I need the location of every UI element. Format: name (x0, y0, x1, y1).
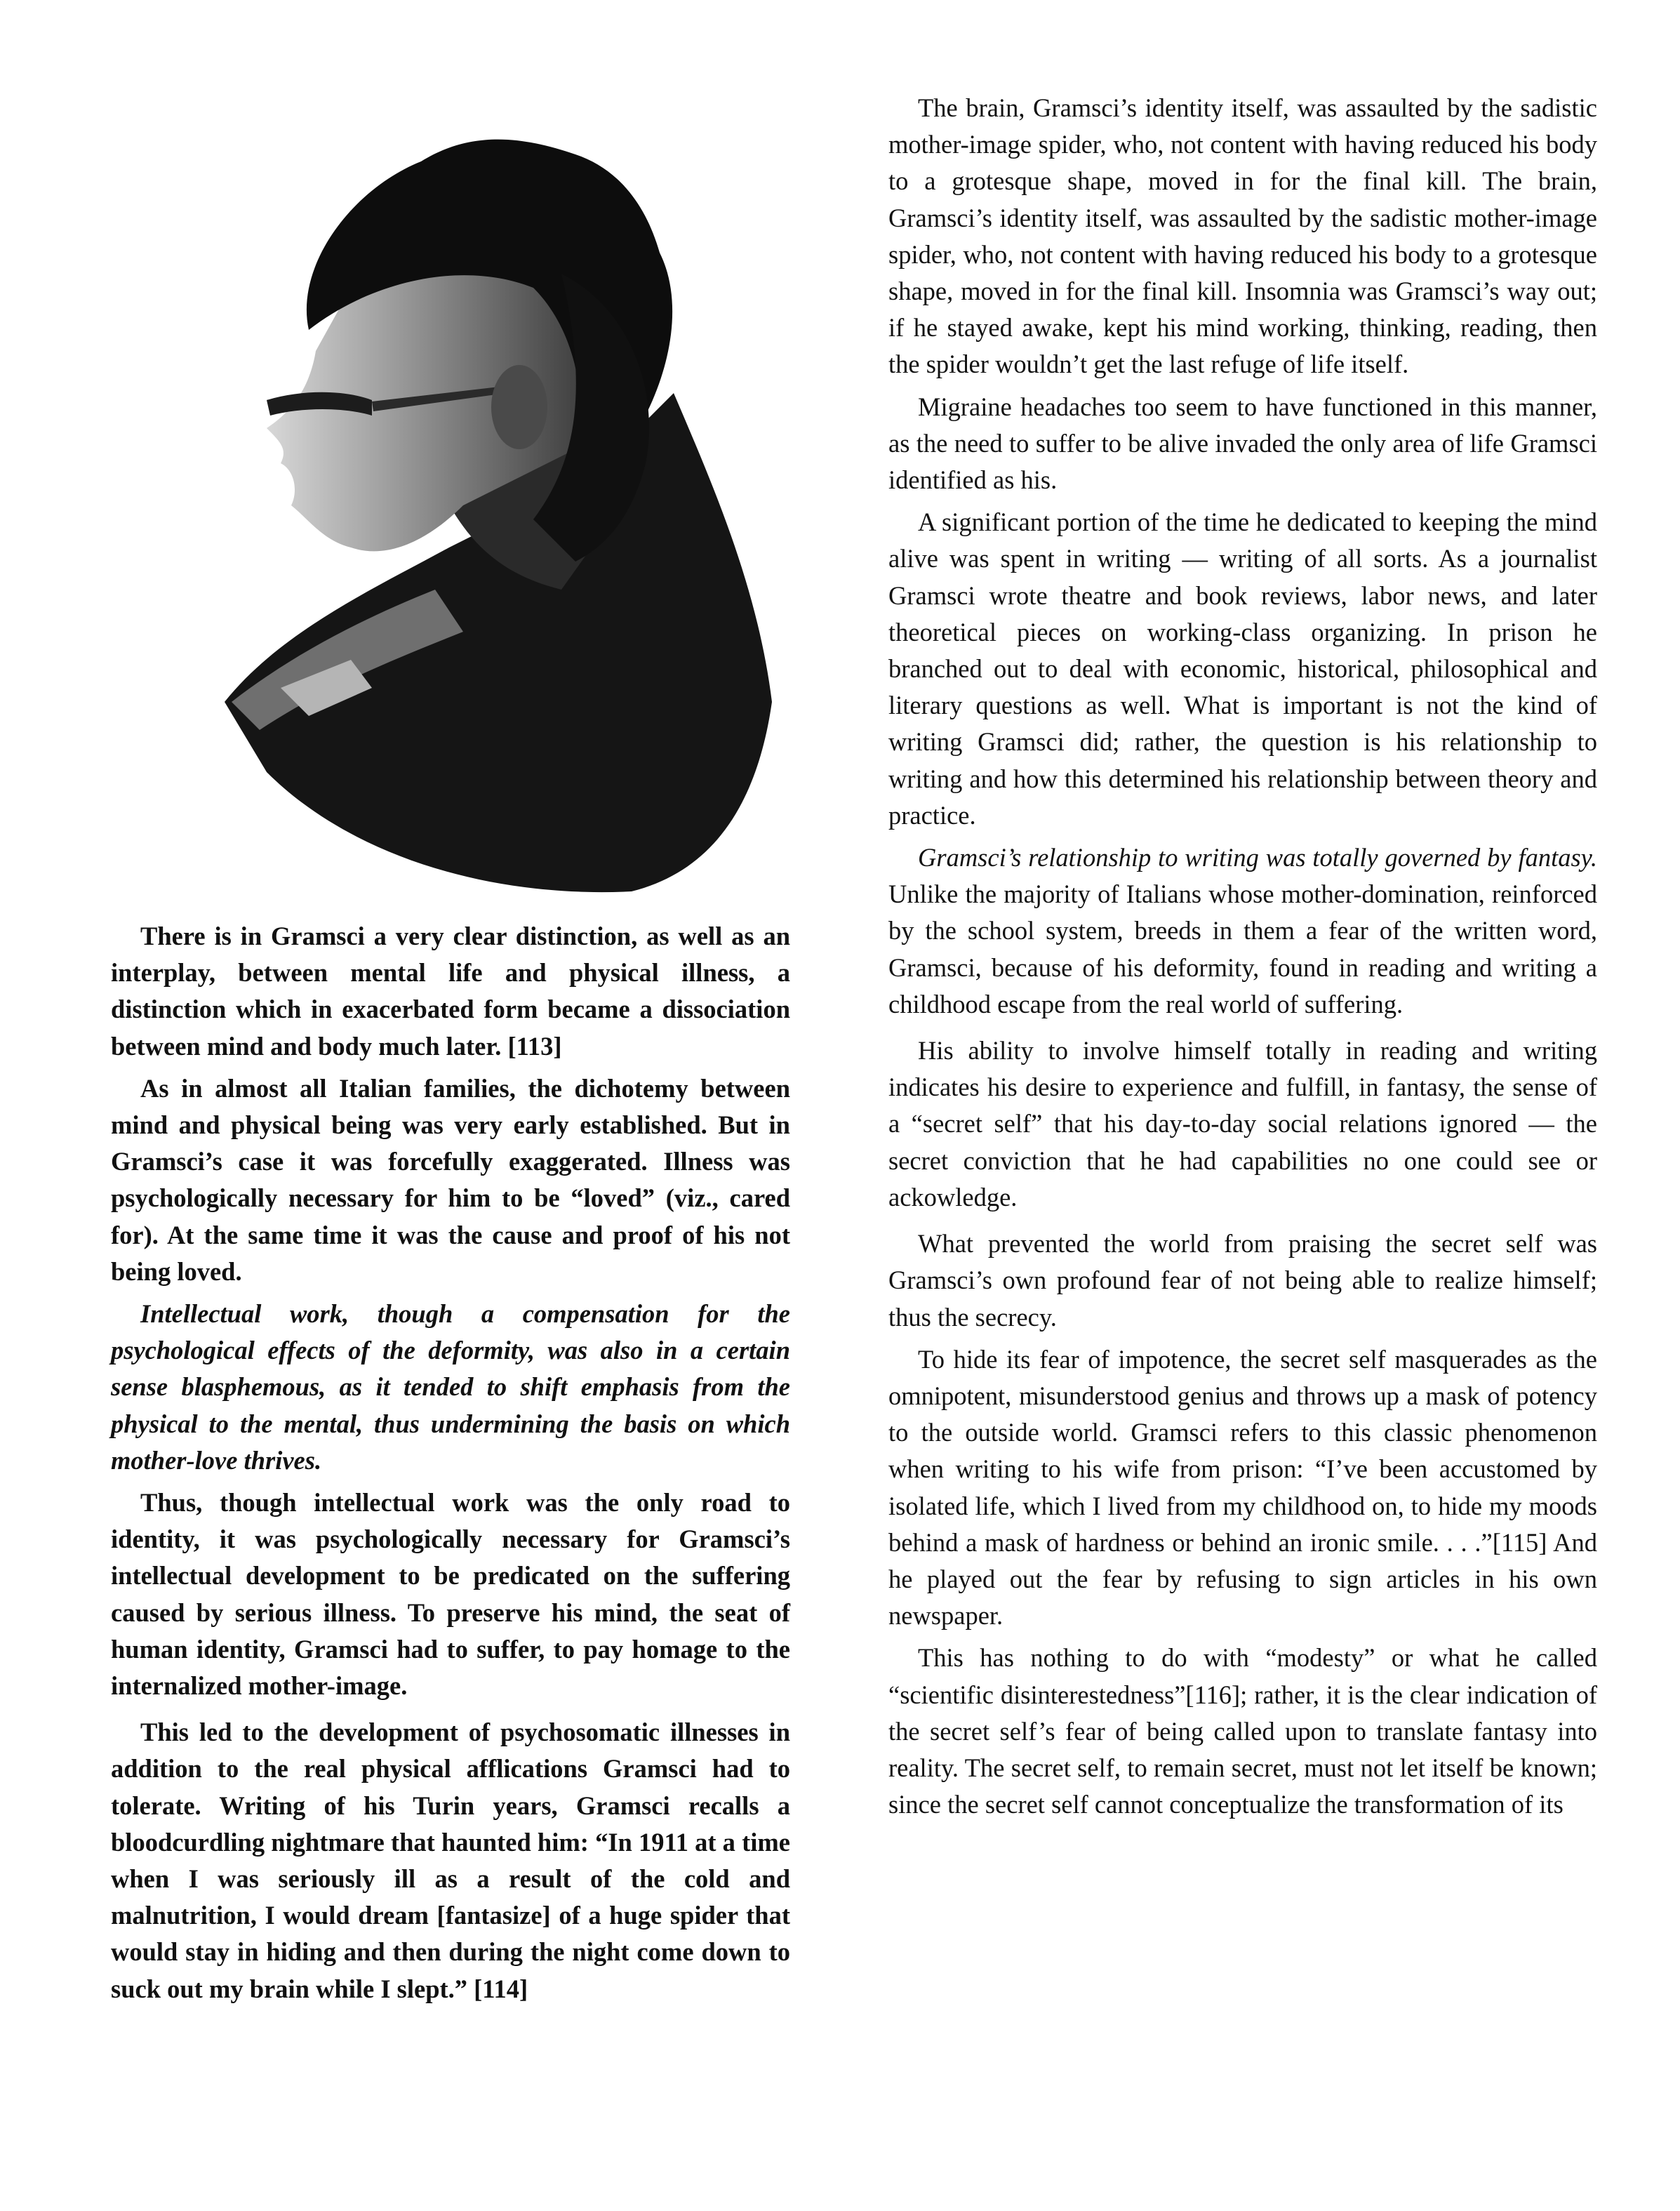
left-paragraph-4: Thus, though intellectual work was the only road to identity, it was psychologically necessary for Gramsci’s intellectual development to be predicated on the suffering caused by serious illness. To preserve his mind, the seat of human identity, Gramsci had to suffer, to pay homage to the internalized mother-image. (111, 1488, 790, 1701)
right-column (888, 90, 1597, 1828)
right-paragraph-4-italic: Gramsci’s relationship to writing was totally governed by fantasy. (918, 843, 1597, 872)
right-paragraph-3: A significant portion of the time he dedicated to keeping the mind alive was spent in writing — writing of all sorts. As a journalist Gramsci wrote theatre and book reviews, labor news, and later theoretical pieces on working-class organizing. In prison he branched out to deal with economic, historical, philosophical and literary questions as well. What is important is not the kind of writing Gramsci did; rather, the question is his relationship to writing and how this determined his relationship between theory and practice. (888, 507, 1597, 830)
portrait-image (140, 98, 814, 898)
left-paragraph-3-italic: Intellectual work, though a compensation for the psychological effects of the deformity, was also in a certain sense blasphemous, as it tended to shift emphasis from the physical to the mental, thus undermining the basis on which mother-love thrives. (111, 1299, 790, 1475)
right-paragraph-7: To hide its fear of impotence, the secret self masquerades as the omnipotent, misunderstood genius and throws up a mask of potency to the outside world. Gramsci refers to this classic phenomenon when writing to his wife from prison: “I’ve been accustomed by isolated life, which I lived from my childhood on, to hide my moods behind a mask of hardness or behind an ironic smile. . . .”[115] And he played out the fear by refusing to sign articles in his own newspaper. (888, 1344, 1597, 1631)
right-paragraph-5: His ability to involve himself totally in reading and writing indicates his desire to experience and fulfill, in fantasy, the sense of a “secret self” that his day-to-day social relations ignored — the secret conviction that he had capabilities no one could see or ackowledge. (888, 1036, 1597, 1211)
left-paragraph-5: This led to the development of psychosomatic illnesses in addition to the real physical afflications Gramsci had to tolerate. Writing of his Turin years, Gramsci recalls a bloodcurdling nightmare that haunted him: “In 1911 at a time when I was seriously ill as a result of the cold and malnutrition, I would dream [fantasize] of a huge spider that would stay in hiding and then during the night come down to suck out my brain while I slept.” [114] (111, 1718, 790, 2003)
left-column (111, 918, 790, 2013)
right-paragraph-4-rest: Unlike the majority of Italians whose mother-domination, reinforced by the school system, breeds in them a fear of the written word, Gramsci, because of his deformity, found in reading and writing a childhood escape from the real world of suffering. (888, 879, 1597, 1018)
left-paragraph-1: There is in Gramsci a very clear distinction, as well as an interplay, between mental life and physical illness, a distinction which in exacerbated form became a dissociation between mind and body much later. [113] (111, 922, 790, 1061)
right-paragraph-2: Migraine headaches too seem to have functioned in this manner, as the need to suffer to be alive invaded the only area of life Gramsci identified as his. (888, 392, 1597, 495)
right-paragraph-8: This has nothing to do with “modesty” or what he called “scientific disinterestedness”[116]; rather, it is the clear indication of the secret self’s fear of being called upon to translate fantasy into reality. The secret self, to remain secret, must not let itself be known; since the secret self cannot conceptualize the transformation of its (888, 1643, 1597, 1819)
right-paragraph-6: What prevented the world from praising the secret self was Gramsci’s own profound fear of not being able to realize himself; thus the secrecy. (888, 1229, 1597, 1332)
right-paragraph-1: The brain, Gramsci’s identity itself, was assaulted by the sadistic mother-image spider, who, not content with having reduced his body to a grotesque shape, moved in for the final kill. The brain, Gramsci’s identity itself, was assaulted by the sadistic mother-image spider, who, not content with having reduced his body to a grotesque shape, moved in for the final kill. Insomnia was Gramsci’s way out; if he stayed awake, kept his mind working, thinking, reading, then the spider wouldn’t get the last refuge of life itself. (888, 93, 1597, 379)
right-paragraph-4 (888, 839, 1597, 1023)
portrait-photo-icon (140, 98, 814, 898)
left-paragraph-2: As in almost all Italian families, the dichotemy between mind and physical being was very early established. But in Gramsci’s case it was forcefully exaggerated. Illness was psychologically necessary for him to be “loved” (viz., cared for). At the same time it was the cause and proof of his not being loved. (111, 1073, 790, 1286)
